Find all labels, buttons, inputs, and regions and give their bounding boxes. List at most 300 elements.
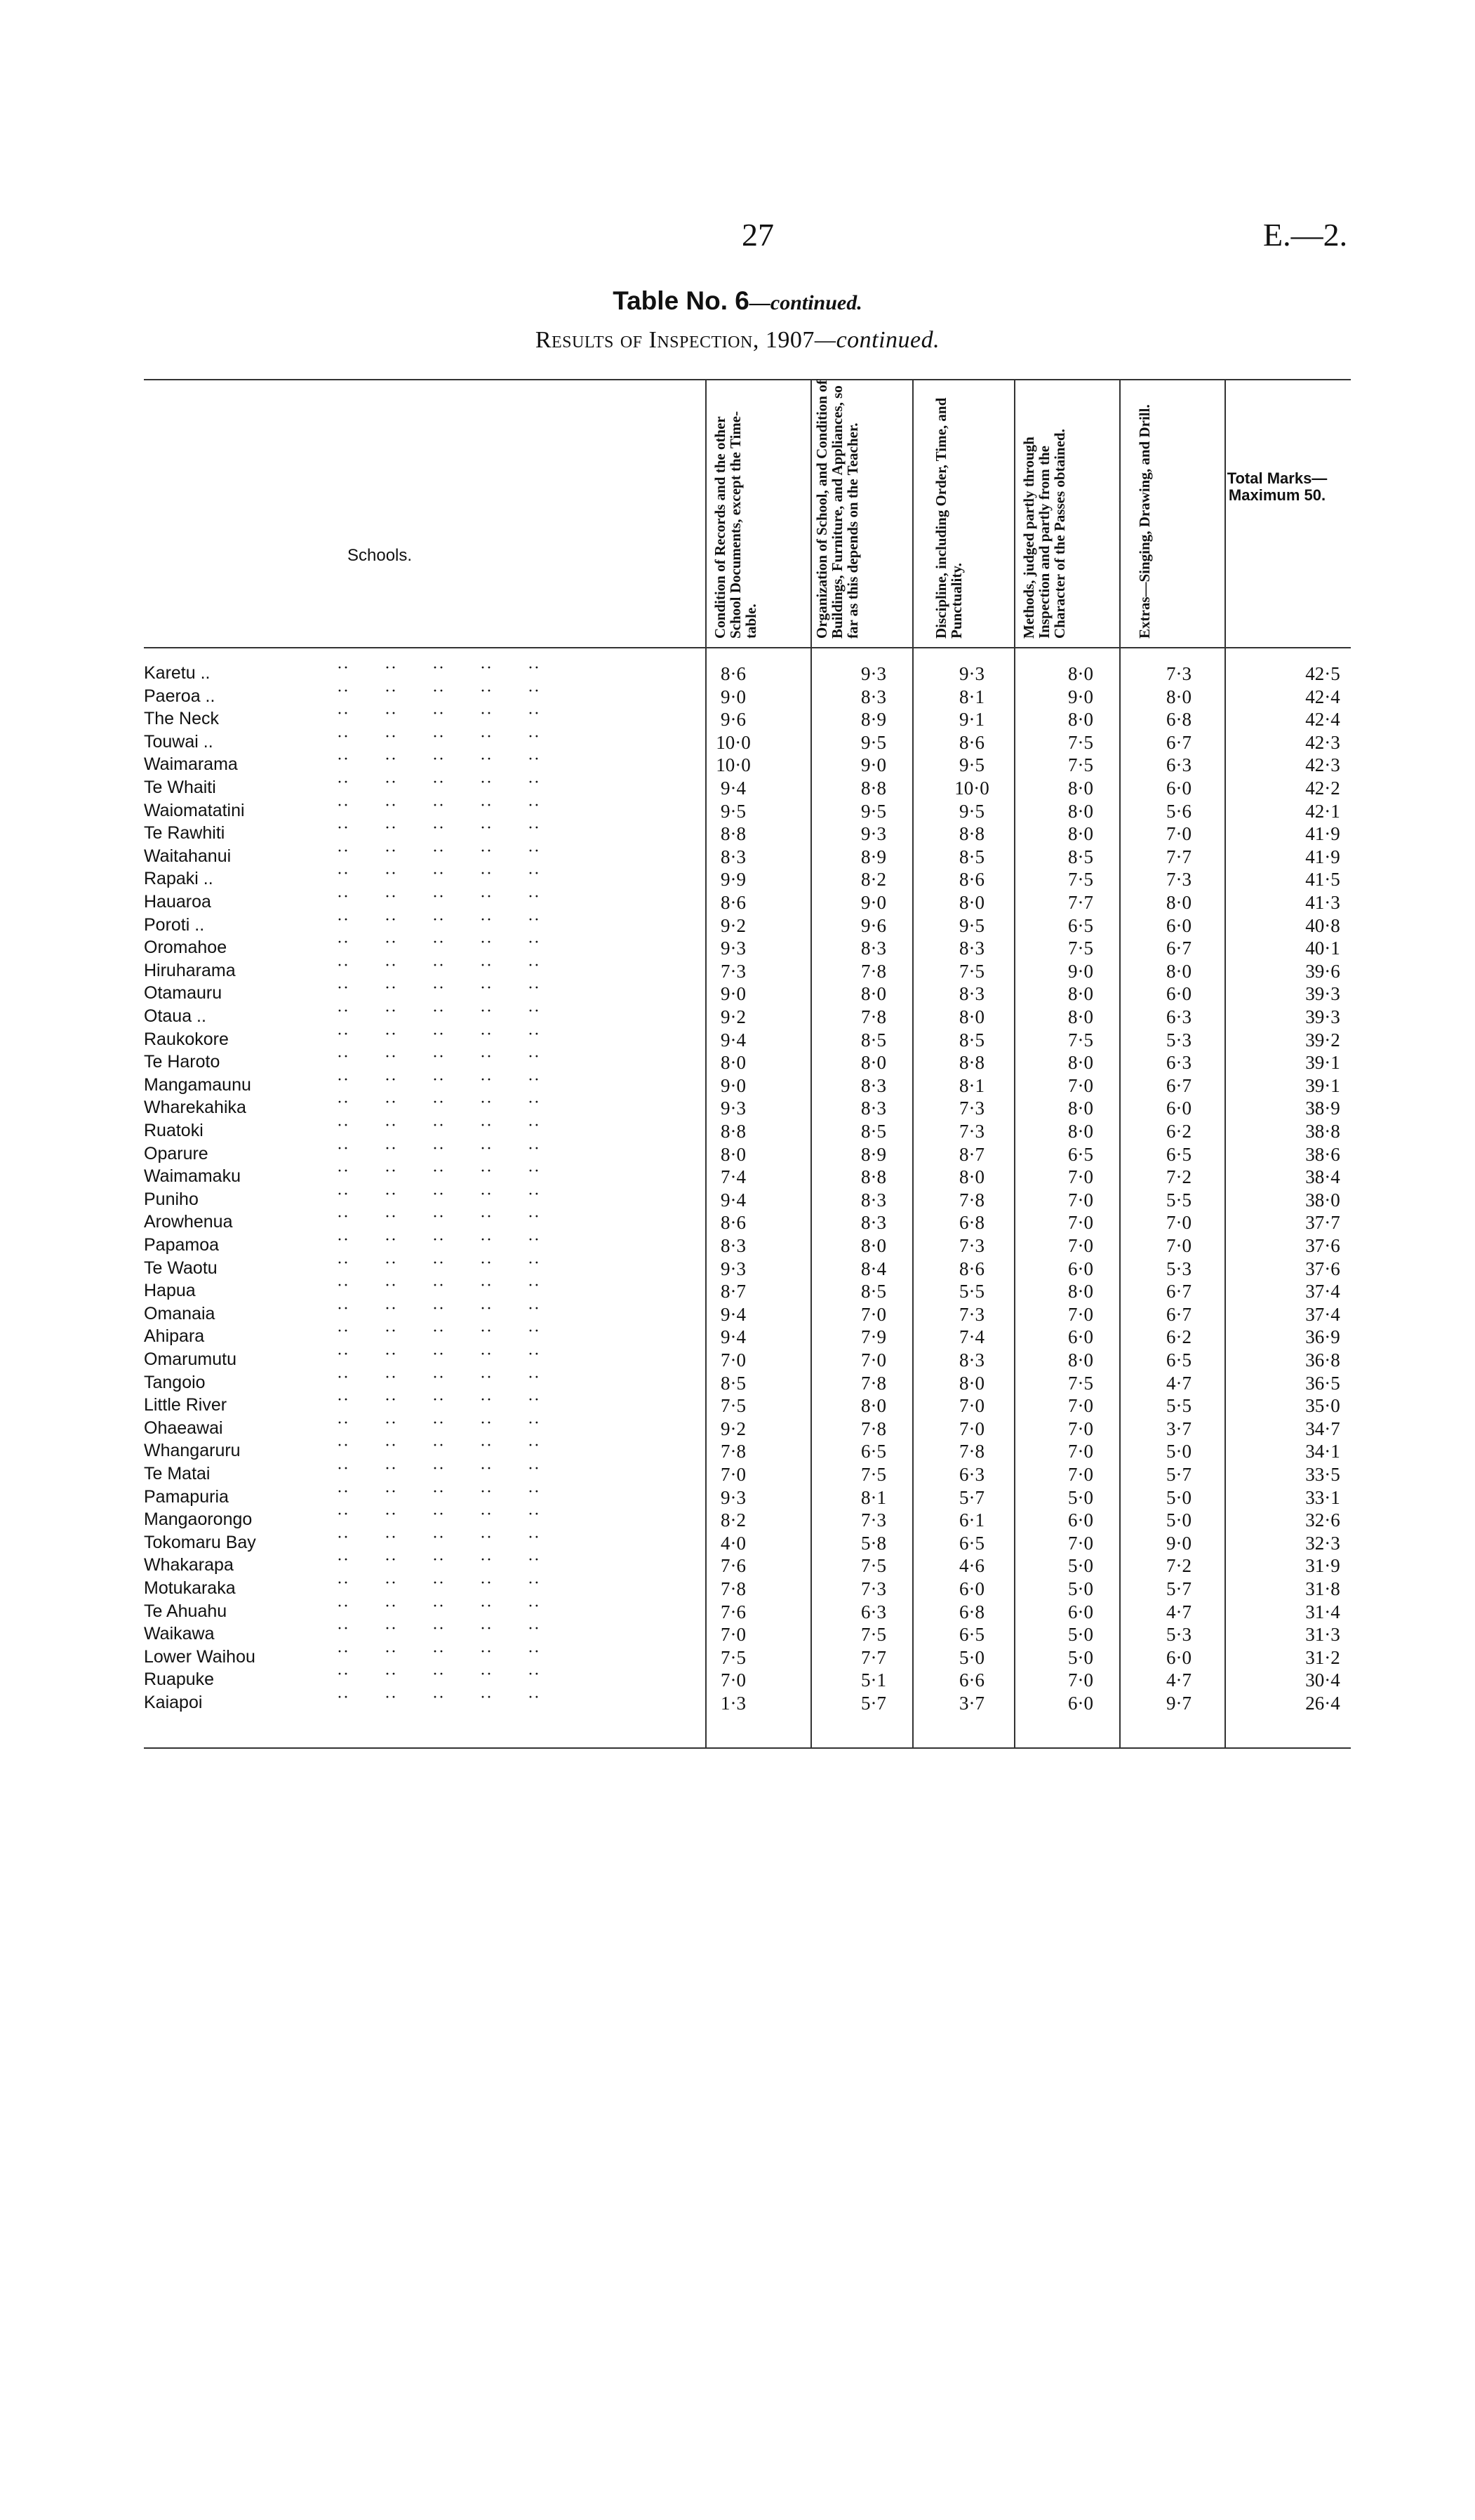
cell-total: 33·5: [1305, 1464, 1340, 1485]
cell-extras: 9·7: [1166, 1693, 1192, 1714]
cell-extras: 5·6: [1166, 800, 1192, 822]
table-row: [0, 1253, 1475, 1281]
leader-dots: ·· ·· ·· ·· ··: [337, 956, 540, 975]
cell-total: 38·9: [1305, 1098, 1340, 1119]
cell-extras: 6·3: [1166, 1006, 1192, 1027]
cell-discipline: 6·8: [959, 1601, 985, 1622]
table-row: [0, 979, 1475, 1006]
cell-methods: 7·0: [1068, 1212, 1093, 1234]
leader-dots: ·· ·· ·· ·· ··: [337, 727, 540, 746]
cell-records: 9·4: [721, 1326, 746, 1348]
cell-organization: 7·8: [861, 1418, 886, 1439]
cell-organization: 6·5: [861, 1441, 886, 1462]
cell-methods: 7·5: [1068, 1372, 1093, 1394]
cell-total: 36·9: [1305, 1326, 1340, 1348]
cell-organization: 5·1: [861, 1669, 886, 1691]
cell-extras: 5·5: [1166, 1395, 1192, 1417]
cell-total: 42·1: [1305, 800, 1340, 822]
table-subtitle-year: 1907: [759, 327, 815, 353]
cell-total: 39·2: [1305, 1029, 1340, 1051]
school-name: Wharekahika: [144, 1098, 246, 1118]
cell-methods: 6·5: [1068, 914, 1093, 936]
cell-extras: 7·0: [1166, 823, 1192, 845]
table-row: [0, 1299, 1475, 1327]
leader-dots: ·· ·· ·· ·· ··: [337, 1093, 540, 1112]
cell-organization: 8·2: [861, 869, 886, 891]
cell-organization: 7·8: [861, 960, 886, 982]
table-title-main: Table No. 6: [613, 286, 749, 315]
cell-methods: 8·0: [1068, 800, 1093, 822]
cell-discipline: 3·7: [959, 1693, 985, 1714]
cell-organization: 9·5: [861, 800, 886, 822]
cell-total: 38·8: [1305, 1121, 1340, 1142]
table-subtitle-main: Results of Inspection,: [535, 327, 759, 353]
cell-extras: 6·2: [1166, 1121, 1192, 1142]
cell-organization: 7·5: [861, 1624, 886, 1646]
cell-total: 31·4: [1305, 1601, 1340, 1622]
cell-organization: 8·0: [861, 1235, 886, 1256]
school-name: Hiruharama: [144, 960, 236, 980]
school-name: Whakarapa: [144, 1555, 234, 1575]
school-name: Oromahoe: [144, 938, 227, 958]
cell-total: 33·1: [1305, 1486, 1340, 1508]
leader-dots: ·· ·· ·· ·· ··: [337, 659, 540, 677]
school-name: Lower Waihou: [144, 1646, 255, 1667]
cell-total: 40·8: [1305, 914, 1340, 936]
cell-organization: 8·9: [861, 846, 886, 867]
leader-dots: ·· ·· ·· ·· ··: [337, 933, 540, 952]
cell-records: 9·4: [721, 1189, 746, 1211]
cell-extras: 8·0: [1166, 892, 1192, 913]
table-top-rule: [144, 379, 1351, 380]
cell-records: 7·8: [721, 1441, 746, 1462]
cell-organization: 8·3: [861, 1212, 886, 1234]
table-row: [0, 1528, 1475, 1556]
cell-records: 9·5: [721, 800, 746, 822]
cell-discipline: 8·7: [959, 1143, 985, 1165]
table-row: [0, 1048, 1475, 1075]
cell-total: 39·3: [1305, 983, 1340, 1005]
school-name: Waimamaku: [144, 1166, 241, 1187]
column-header-schools: Schools.: [347, 546, 413, 565]
cell-total: 26·4: [1305, 1693, 1340, 1714]
cell-total: 39·1: [1305, 1052, 1340, 1074]
cell-discipline: 8·6: [959, 731, 985, 753]
cell-records: 4·0: [721, 1532, 746, 1554]
table-row: [0, 1665, 1475, 1693]
cell-discipline: 8·0: [959, 1006, 985, 1027]
table-header-rule: [144, 647, 1351, 648]
cell-records: 8·5: [721, 1372, 746, 1394]
leader-dots: ·· ·· ·· ·· ··: [337, 750, 540, 769]
cell-organization: 7·8: [861, 1006, 886, 1027]
cell-extras: 6·5: [1166, 1349, 1192, 1371]
cell-total: 37·7: [1305, 1212, 1340, 1234]
cell-methods: 7·0: [1068, 1441, 1093, 1462]
leader-dots: ·· ·· ·· ·· ··: [337, 1596, 540, 1615]
cell-discipline: 7·8: [959, 1189, 985, 1211]
cell-records: 9·3: [721, 1486, 746, 1508]
table-row: [0, 681, 1475, 709]
column-header-organization: Organization of School, and Condition of Buildings, Furniture, and Appliances, so far as this depends on the Teacher.: [813, 380, 861, 639]
table-row: [0, 910, 1475, 938]
cell-records: 1·3: [721, 1693, 746, 1714]
cell-methods: 6·0: [1068, 1258, 1093, 1279]
table-row: [0, 819, 1475, 846]
cell-extras: 7·7: [1166, 846, 1192, 867]
table-row: [0, 1093, 1475, 1121]
cell-records: 8·6: [721, 663, 746, 684]
cell-records: 7·5: [721, 1646, 746, 1668]
school-name: Waitahanui: [144, 846, 232, 866]
leader-dots: ·· ·· ·· ·· ··: [337, 796, 540, 815]
cell-organization: 7·5: [861, 1464, 886, 1485]
school-name: The Neck: [144, 709, 219, 729]
cell-discipline: 8·8: [959, 1052, 985, 1074]
cell-records: 8·6: [721, 1212, 746, 1234]
cell-discipline: 5·5: [959, 1281, 985, 1302]
cell-organization: 8·0: [861, 983, 886, 1005]
school-name: Te Whaiti: [144, 778, 216, 797]
cell-extras: 5·3: [1166, 1624, 1192, 1646]
leader-dots: ·· ·· ·· ·· ··: [337, 1253, 540, 1272]
table-row: [0, 1276, 1475, 1304]
cell-records: 9·0: [721, 983, 746, 1005]
school-name: Motukaraka: [144, 1578, 236, 1598]
cell-records: 7·6: [721, 1555, 746, 1577]
cell-discipline: 8·0: [959, 1166, 985, 1188]
cell-records: 7·0: [721, 1349, 746, 1371]
cell-organization: 8·3: [861, 938, 886, 959]
table-row: [0, 1139, 1475, 1167]
school-name: Oparure: [144, 1143, 208, 1164]
cell-organization: 8·0: [861, 1395, 886, 1417]
leader-dots: ·· ·· ·· ·· ··: [337, 1528, 540, 1547]
cell-organization: 8·3: [861, 1098, 886, 1119]
cell-discipline: 8·3: [959, 938, 985, 959]
school-name: Arowhenua: [144, 1212, 233, 1232]
leader-dots: ·· ·· ·· ·· ··: [337, 1231, 540, 1249]
cell-discipline: 6·5: [959, 1624, 985, 1646]
cell-discipline: 9·5: [959, 754, 985, 776]
cell-extras: 5·7: [1166, 1464, 1192, 1485]
cell-discipline: 6·3: [959, 1464, 985, 1485]
cell-organization: 7·5: [861, 1555, 886, 1577]
cell-total: 37·6: [1305, 1235, 1340, 1256]
cell-extras: 6·8: [1166, 709, 1192, 731]
cell-extras: 7·3: [1166, 663, 1192, 684]
cell-discipline: 9·5: [959, 914, 985, 936]
table-row: [0, 727, 1475, 755]
school-name: Otamauru: [144, 983, 222, 1004]
table-row: [0, 841, 1475, 869]
table-row: [0, 888, 1475, 915]
cell-total: 37·6: [1305, 1258, 1340, 1279]
cell-records: 8·8: [721, 1121, 746, 1142]
cell-methods: 8·0: [1068, 709, 1093, 731]
leader-dots: ·· ·· ·· ·· ··: [337, 773, 540, 792]
cell-methods: 8·5: [1068, 846, 1093, 867]
cell-organization: 8·3: [861, 1189, 886, 1211]
school-name: Otaua ..: [144, 1006, 206, 1026]
leader-dots: ·· ·· ·· ·· ··: [337, 888, 540, 906]
cell-total: 37·4: [1305, 1303, 1340, 1325]
leader-dots: ·· ·· ·· ·· ··: [337, 1391, 540, 1410]
page-number: 27: [742, 217, 774, 253]
table-row: [0, 1345, 1475, 1373]
cell-total: 37·4: [1305, 1281, 1340, 1302]
cell-extras: 7·0: [1166, 1212, 1192, 1234]
cell-methods: 7·0: [1068, 1189, 1093, 1211]
cell-methods: 8·0: [1068, 1281, 1093, 1302]
cell-extras: 6·0: [1166, 778, 1192, 799]
leader-dots: ·· ·· ·· ·· ··: [337, 1551, 540, 1570]
cell-extras: 5·5: [1166, 1189, 1192, 1211]
leader-dots: ·· ·· ·· ·· ··: [337, 979, 540, 998]
cell-methods: 6·0: [1068, 1326, 1093, 1348]
school-name: Ruatoki: [144, 1121, 203, 1140]
school-name: Ruapuke: [144, 1669, 215, 1690]
cell-records: 10·0: [716, 754, 751, 776]
cell-records: 8·0: [721, 1052, 746, 1074]
leader-dots: ·· ·· ·· ·· ··: [337, 1025, 540, 1044]
cell-extras: 7·0: [1166, 1235, 1192, 1256]
leader-dots: ·· ·· ·· ·· ··: [337, 1368, 540, 1387]
leader-dots: ·· ·· ·· ·· ··: [337, 1208, 540, 1227]
cell-extras: 6·7: [1166, 1074, 1192, 1096]
table-row: [0, 1322, 1475, 1349]
leader-dots: ·· ·· ·· ·· ··: [337, 841, 540, 860]
table-row: [0, 1162, 1475, 1189]
table-row: [0, 796, 1475, 824]
cell-records: 8·3: [721, 846, 746, 867]
cell-total: 42·2: [1305, 778, 1340, 799]
cell-methods: 5·0: [1068, 1578, 1093, 1599]
cell-methods: 8·0: [1068, 1121, 1093, 1142]
cell-methods: 7·5: [1068, 1029, 1093, 1051]
cell-organization: 7·3: [861, 1509, 886, 1531]
table-bottom-rule: [144, 1747, 1351, 1749]
cell-methods: 7·0: [1068, 1395, 1093, 1417]
cell-extras: 6·3: [1166, 754, 1192, 776]
cell-organization: 8·9: [861, 1143, 886, 1165]
leader-dots: ·· ·· ·· ·· ··: [337, 1642, 540, 1661]
cell-organization: 7·9: [861, 1326, 886, 1348]
cell-methods: 5·0: [1068, 1555, 1093, 1577]
table-row: [0, 750, 1475, 778]
school-name: Little River: [144, 1395, 227, 1415]
cell-total: 42·4: [1305, 686, 1340, 707]
school-name: Poroti ..: [144, 914, 205, 935]
cell-methods: 7·0: [1068, 1235, 1093, 1256]
cell-records: 7·5: [721, 1395, 746, 1417]
cell-records: 9·2: [721, 1418, 746, 1439]
cell-records: 9·4: [721, 1029, 746, 1051]
cell-methods: 5·0: [1068, 1646, 1093, 1668]
leader-dots: ·· ·· ·· ·· ··: [337, 1345, 540, 1364]
cell-discipline: 6·8: [959, 1212, 985, 1234]
cell-extras: 5·3: [1166, 1258, 1192, 1279]
cell-methods: 5·0: [1068, 1486, 1093, 1508]
leader-dots: ·· ·· ·· ·· ··: [337, 1482, 540, 1501]
cell-organization: 9·5: [861, 731, 886, 753]
cell-methods: 8·0: [1068, 1052, 1093, 1074]
cell-methods: 7·0: [1068, 1303, 1093, 1325]
table-row: [0, 1482, 1475, 1510]
cell-extras: 5·3: [1166, 1029, 1192, 1051]
cell-methods: 8·0: [1068, 663, 1093, 684]
cell-total: 42·3: [1305, 754, 1340, 776]
cell-total: 40·1: [1305, 938, 1340, 959]
cell-discipline: 8·1: [959, 1074, 985, 1096]
cell-extras: 6·7: [1166, 1281, 1192, 1302]
cell-extras: 6·7: [1166, 1303, 1192, 1325]
cell-discipline: 8·8: [959, 823, 985, 845]
table-row: [0, 1505, 1475, 1533]
cell-extras: 5·7: [1166, 1578, 1192, 1599]
school-name: Waimarama: [144, 754, 238, 775]
table-row: [0, 1368, 1475, 1396]
cell-discipline: 7·5: [959, 960, 985, 982]
cell-methods: 7·5: [1068, 731, 1093, 753]
cell-methods: 6·0: [1068, 1509, 1093, 1531]
school-name: Waiomatatini: [144, 800, 245, 820]
school-name: Tangoio: [144, 1372, 206, 1392]
cell-organization: 7·8: [861, 1372, 886, 1394]
school-name: Hapua: [144, 1281, 196, 1301]
column-header-total: Total Marks— Maximum 50.: [1227, 469, 1328, 504]
cell-organization: 6·3: [861, 1601, 886, 1622]
table-row: [0, 1688, 1475, 1716]
cell-discipline: 7·3: [959, 1303, 985, 1325]
cell-organization: 5·7: [861, 1693, 886, 1714]
school-name: Kaiapoi: [144, 1693, 203, 1712]
table-row: [0, 1460, 1475, 1487]
cell-discipline: 6·0: [959, 1578, 985, 1599]
cell-total: 41·9: [1305, 823, 1340, 845]
cell-total: 41·9: [1305, 846, 1340, 867]
cell-discipline: 5·0: [959, 1646, 985, 1668]
cell-organization: 8·5: [861, 1281, 886, 1302]
school-name: Omarumutu: [144, 1349, 236, 1369]
cell-discipline: 10·0: [954, 778, 989, 799]
cell-records: 9·4: [721, 778, 746, 799]
table-row: [0, 1208, 1475, 1235]
cell-records: 8·6: [721, 892, 746, 913]
leader-dots: ·· ·· ·· ·· ··: [337, 1070, 540, 1089]
cell-total: 41·3: [1305, 892, 1340, 913]
cell-organization: 7·0: [861, 1349, 886, 1371]
cell-records: 9·3: [721, 1258, 746, 1279]
school-name: Karetu ..: [144, 663, 211, 683]
cell-discipline: 6·5: [959, 1532, 985, 1554]
cell-records: 8·7: [721, 1281, 746, 1302]
cell-extras: 4·7: [1166, 1669, 1192, 1691]
cell-records: 7·0: [721, 1624, 746, 1646]
cell-discipline: 6·6: [959, 1669, 985, 1691]
cell-total: 30·4: [1305, 1669, 1340, 1691]
cell-extras: 5·0: [1166, 1486, 1192, 1508]
cell-organization: 8·8: [861, 778, 886, 799]
table-title: [0, 286, 1475, 316]
cell-total: 31·9: [1305, 1555, 1340, 1577]
cell-extras: 6·3: [1166, 1052, 1192, 1074]
cell-records: 9·3: [721, 1098, 746, 1119]
cell-records: 7·0: [721, 1464, 746, 1485]
school-name: Te Matai: [144, 1464, 211, 1484]
leader-dots: ·· ·· ·· ·· ··: [337, 1460, 540, 1478]
cell-extras: 5·0: [1166, 1509, 1192, 1531]
cell-methods: 7·0: [1068, 1669, 1093, 1691]
school-name: Puniho: [144, 1189, 199, 1209]
cell-methods: 6·0: [1068, 1601, 1093, 1622]
cell-records: 7·0: [721, 1669, 746, 1691]
cell-total: 31·3: [1305, 1624, 1340, 1646]
school-name: Tokomaru Bay: [144, 1532, 256, 1552]
cell-organization: 8·3: [861, 1074, 886, 1096]
cell-discipline: 8·6: [959, 1258, 985, 1279]
leader-dots: ·· ·· ·· ·· ··: [337, 1276, 540, 1295]
cell-extras: 6·0: [1166, 1098, 1192, 1119]
table-row: [0, 956, 1475, 984]
cell-organization: 8·9: [861, 709, 886, 731]
leader-dots: ·· ·· ·· ·· ··: [337, 1185, 540, 1204]
school-name: Te Haroto: [144, 1052, 220, 1072]
cell-records: 9·3: [721, 938, 746, 959]
cell-discipline: 7·3: [959, 1121, 985, 1142]
school-name: Omanaia: [144, 1303, 215, 1324]
cell-methods: 8·0: [1068, 823, 1093, 845]
table-row: [0, 1574, 1475, 1601]
cell-methods: 8·0: [1068, 1098, 1093, 1119]
school-name: Waikawa: [144, 1624, 215, 1644]
cell-total: 39·1: [1305, 1074, 1340, 1096]
table-row: [0, 705, 1475, 732]
leader-dots: ·· ·· ·· ·· ··: [337, 1162, 540, 1181]
leader-dots: ·· ·· ·· ·· ··: [337, 1665, 540, 1684]
cell-records: 7·3: [721, 960, 746, 982]
cell-extras: 6·2: [1166, 1326, 1192, 1348]
cell-records: 9·4: [721, 1303, 746, 1325]
table-row: [0, 659, 1475, 686]
cell-total: 42·3: [1305, 731, 1340, 753]
cell-records: 9·2: [721, 1006, 746, 1027]
cell-extras: 7·3: [1166, 869, 1192, 891]
cell-records: 7·6: [721, 1601, 746, 1622]
leader-dots: ·· ·· ·· ·· ··: [337, 1620, 540, 1639]
cell-discipline: 8·0: [959, 892, 985, 913]
leader-dots: ·· ·· ·· ·· ··: [337, 1436, 540, 1455]
cell-total: 39·3: [1305, 1006, 1340, 1027]
cell-extras: 6·7: [1166, 938, 1192, 959]
school-name: Te Ahuahu: [144, 1601, 227, 1621]
cell-methods: 7·0: [1068, 1166, 1093, 1188]
cell-records: 10·0: [716, 731, 751, 753]
cell-methods: 8·0: [1068, 1349, 1093, 1371]
cell-extras: 4·7: [1166, 1601, 1192, 1622]
cell-extras: 6·5: [1166, 1143, 1192, 1165]
cell-total: 35·0: [1305, 1395, 1340, 1417]
cell-discipline: 6·1: [959, 1509, 985, 1531]
leader-dots: ·· ·· ·· ·· ··: [337, 1139, 540, 1158]
cell-discipline: 9·1: [959, 709, 985, 731]
cell-extras: 6·0: [1166, 983, 1192, 1005]
leader-dots: ·· ·· ·· ·· ··: [337, 1413, 540, 1432]
table-row: [0, 1413, 1475, 1441]
cell-total: 34·7: [1305, 1418, 1340, 1439]
table-title-suffix: —continued.: [749, 291, 862, 314]
cell-organization: 8·0: [861, 1052, 886, 1074]
